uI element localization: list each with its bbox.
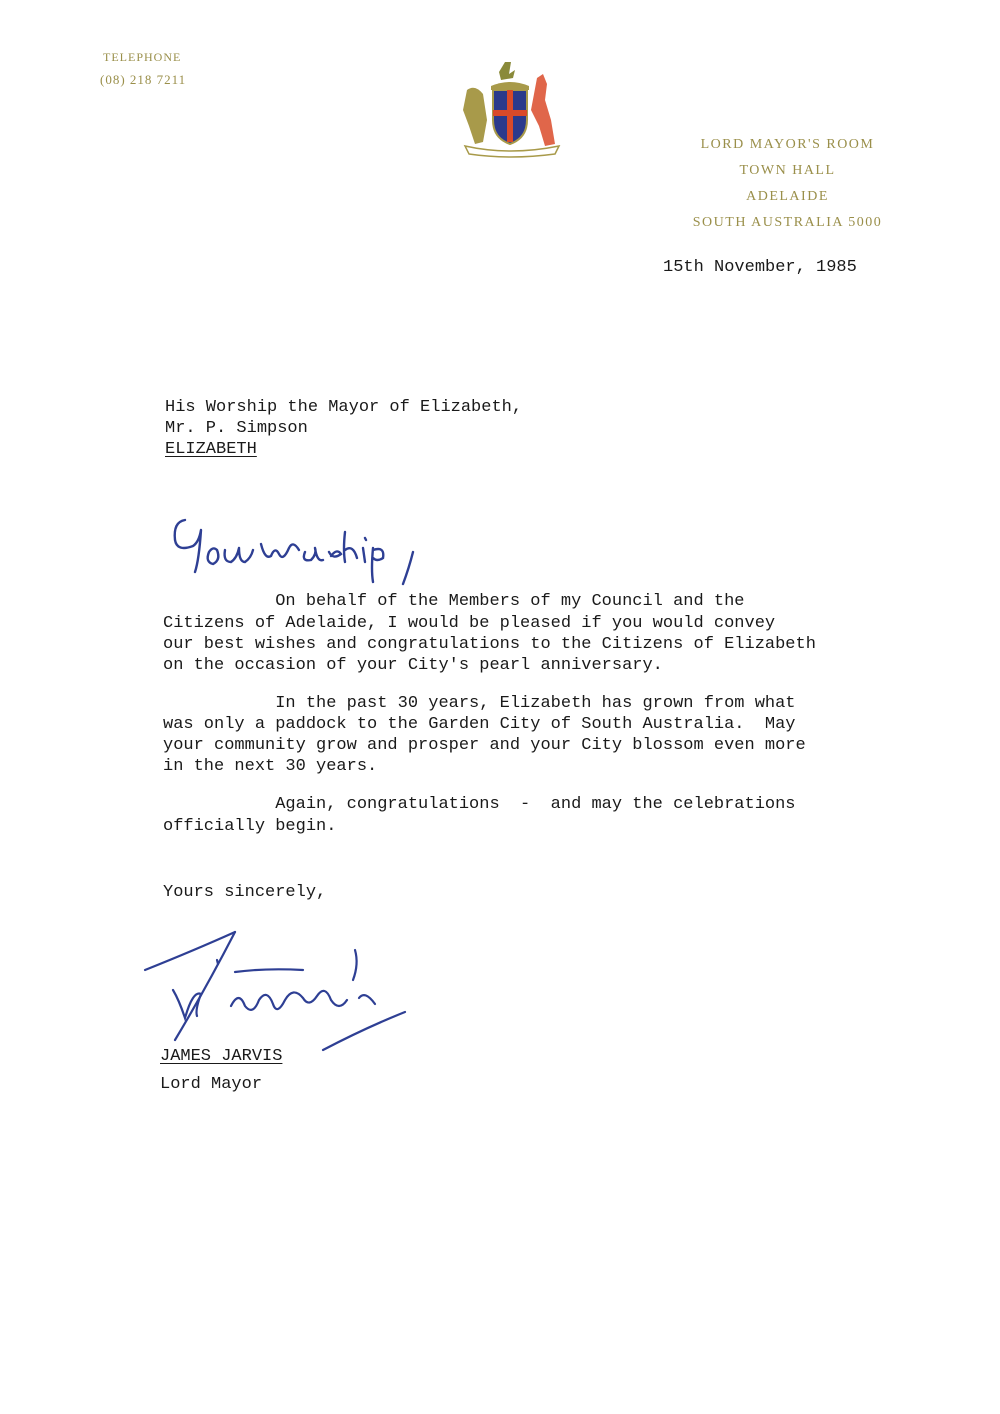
recipient-line-3: ELIZABETH — [165, 440, 257, 459]
recipient-line-2: Mr. P. Simpson — [165, 419, 308, 438]
address-line-1: LORD MAYOR'S ROOM — [700, 137, 875, 152]
signatory-title: Lord Mayor — [160, 1075, 263, 1094]
telephone-number: (08) 218 7211 — [100, 72, 187, 87]
address-line-2: TOWN HALL — [739, 163, 836, 178]
letter-date: 15th November, 1985 — [663, 258, 857, 277]
telephone-label: TELEPHONE — [103, 50, 182, 64]
closing: Yours sincerely, — [163, 883, 327, 902]
coat-of-arms-icon — [455, 60, 565, 160]
recipient-line-1: His Worship the Mayor of Elizabeth, — [165, 398, 523, 417]
handwritten-salutation — [165, 500, 475, 590]
address-line-4: SOUTH AUSTRALIA 5000 — [692, 215, 883, 230]
signatory-name: JAMES JARVIS — [160, 1047, 283, 1066]
address-line-3: ADELAIDE — [746, 189, 829, 204]
